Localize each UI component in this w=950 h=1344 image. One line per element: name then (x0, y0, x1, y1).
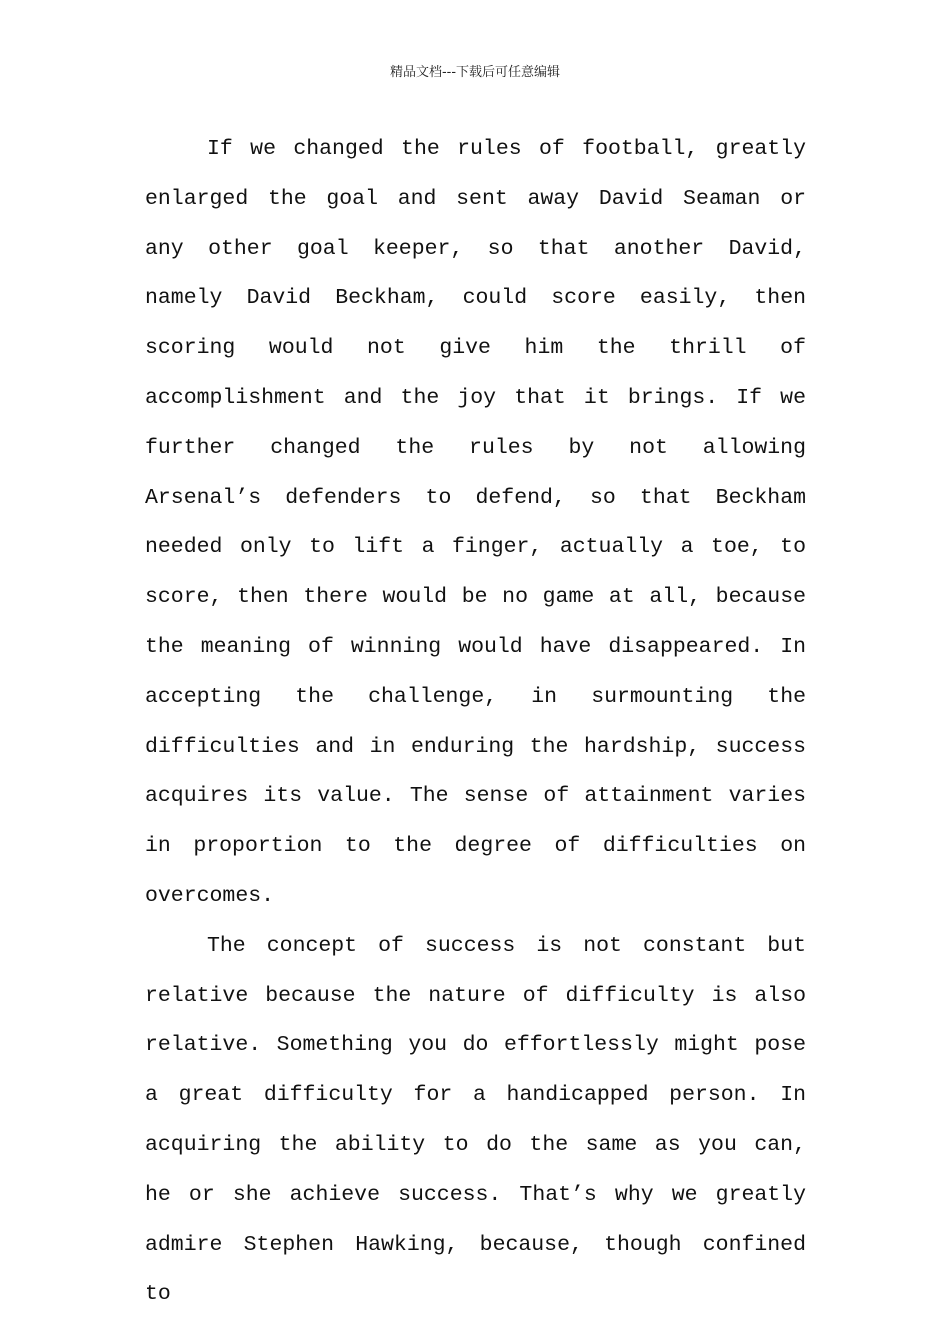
paragraph-2: The concept of success is not constant but relative because the nature of difficulty is also relative. Something you do effortlessly might pose a great difficulty for a handicapped person. In acquiring the ability to do the same as you can, he or she achieve success. That’s why we greatly admire Stephen Hawking, because, though confined to (145, 933, 806, 1307)
paragraph-1: If we changed the rules of football, greatly enlarged the goal and sent away David Seaman or any other goal keeper, so that another David, namely David Beckham, could score easily, then scoring would not give him the thrill of accomplishment and the joy that it brings. If we further changed the rules by not allowing Arsenal’s defenders to defend, so that Beckham needed only to lift a finger, actually a toe, to score, then there would be no game at all, because the meaning of winning would have disappeared. In accepting the challenge, in surmounting the difficulties and in enduring the hardship, success acquires its value. The sense of attainment varies in proportion to the degree of difficulties on overcomes. (145, 137, 806, 908)
page-header: 精品文档---下载后可任意编辑 (389, 65, 561, 80)
document-body (145, 125, 806, 1320)
